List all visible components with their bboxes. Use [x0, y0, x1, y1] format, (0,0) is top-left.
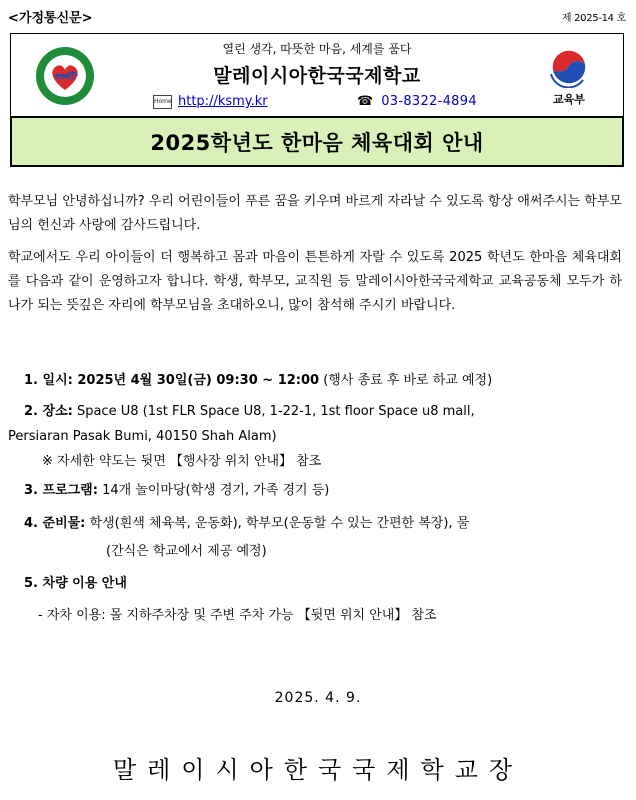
notice-title: 2025학년도 한마음 체육대회 안내 — [10, 116, 624, 167]
item-venue-address-cont: Persiaran Pasak Bumi, 40150 Shah Alam) — [8, 429, 277, 444]
item-supplies-value: 학생(흰색 체육복, 운동화), 학부모(운동할 수 있는 간편한 복장), 물 — [85, 516, 470, 531]
item-supplies — [24, 512, 469, 536]
item-venue-value: Space U8 (1st FLR Space U8, 1-22-1, 1st floor Space u8 mall, — [72, 404, 475, 419]
item-supplies-label: 4. 준비물: — [24, 516, 86, 531]
letterhead — [10, 33, 624, 116]
website-row — [153, 94, 268, 109]
invitation-paragraph: 학교에서도 우리 아이들이 더 행복하고 몸과 마음이 튼튼하게 자랄 수 있도록 2025 학년도 한마음 체육대회를 다음과 같이 운영하고자 합니다. 학생, 학부모, 교직원 등 말레이시아한국국제학교 교육공동체 모두가 하나가 되는 뜻깊은 자리에 학부모님을 초대하오니, 많이 참석해 주시기 바랍니다. — [8, 250, 622, 313]
item-parking — [24, 572, 127, 596]
item-schedule-label: 1. 일시: — [24, 373, 73, 388]
school-motto: 열린 생각, 따뜻한 마음, 세계를 품다 — [222, 42, 412, 56]
item-schedule-note: (행사 종료 후 바로 하교 예정) — [319, 373, 493, 388]
website-link[interactable]: http://ksmy.kr — [178, 94, 268, 109]
item-program — [24, 479, 329, 503]
item-venue-label: 2. 장소: — [24, 404, 73, 419]
phone-row — [357, 94, 477, 109]
item-supplies-cont: (간식은 학교에서 제공 예정) — [106, 544, 267, 559]
school-logo-text: KSKL — [54, 73, 76, 81]
ministry-name: 교육부 — [553, 93, 585, 106]
item-venue-map-note: ※ 자세한 약도는 뒷면 【행사장 위치 안내】 참조 — [42, 454, 322, 469]
phone-icon: ☎ — [357, 94, 374, 109]
school-name: 말레이시아한국국제학교 — [213, 65, 421, 87]
item-schedule-value: 2025년 4월 30일(금) 09:30 ~ 12:00 — [72, 373, 320, 388]
item-parking-label: 5. 차량 이용 안내 — [24, 576, 127, 591]
ministry-logo — [547, 44, 591, 88]
item-parking-detail: - 자차 이용: 몰 지하주차장 및 주변 주차 가능 【뒷면 위치 안내】 참조 — [38, 608, 437, 623]
phone-number: 03-8322-4894 — [381, 94, 477, 109]
issue-date: 2025. 4. 9. — [274, 690, 362, 706]
document-type-tag: <가정통신문> — [8, 11, 93, 26]
item-schedule — [24, 369, 492, 393]
greeting-paragraph: 학부모님 안녕하십니까? 우리 어린이들이 푸른 꿈을 키우며 바르게 자라날 수 있도록 항상 애써주시는 학부모님의 헌신과 사랑에 감사드립니다. — [8, 194, 622, 233]
item-venue — [24, 400, 622, 424]
item-program-label: 3. 프로그램: — [24, 483, 98, 498]
principal-signature: 말레이시아한국국제학교장 — [112, 756, 524, 784]
home-icon: Home — [153, 95, 172, 109]
item-program-value: 14개 놀이마당(학생 경기, 가족 경기 등) — [97, 483, 330, 498]
issue-number: 제 2025-14 호 — [561, 13, 626, 24]
